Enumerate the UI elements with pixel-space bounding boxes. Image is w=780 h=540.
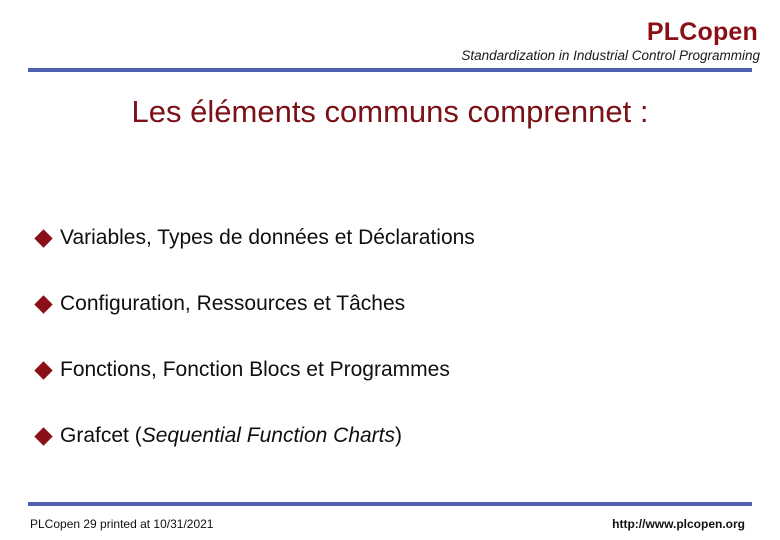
slide-title: Les éléments communs comprennet : bbox=[131, 94, 649, 129]
bullet-item bbox=[33, 205, 475, 271]
bullet-text: Variables, Types de données et Déclarations bbox=[60, 226, 475, 249]
bullet-list bbox=[33, 205, 475, 469]
footer-page-info: PLCopen 29 printed at 10/31/2021 bbox=[30, 517, 214, 531]
diamond-bullet-icon bbox=[34, 295, 52, 313]
diamond-bullet-icon bbox=[34, 229, 52, 247]
footer-url[interactable]: http://www.plcopen.org bbox=[612, 517, 745, 531]
brand-tagline: Standardization in Industrial Control Programming bbox=[461, 48, 760, 63]
header-divider bbox=[28, 68, 752, 72]
bullet-text-italic: Sequential Function Charts bbox=[141, 424, 395, 447]
diamond-bullet-icon bbox=[34, 427, 52, 445]
diamond-bullet-icon bbox=[34, 361, 52, 379]
bullet-item bbox=[33, 337, 475, 403]
footer-divider bbox=[28, 502, 752, 506]
bullet-item bbox=[33, 271, 475, 337]
bullet-text: Configuration, Ressources et Tâches bbox=[60, 292, 406, 315]
bullet-text-before: Grafcet ( bbox=[60, 424, 142, 447]
bullet-text: Fonctions, Fonction Blocs et Programmes bbox=[60, 358, 450, 381]
bullet-text-after: ) bbox=[395, 424, 402, 447]
bullet-item bbox=[33, 403, 475, 469]
brand-logo-text: PLCopen bbox=[646, 18, 758, 46]
